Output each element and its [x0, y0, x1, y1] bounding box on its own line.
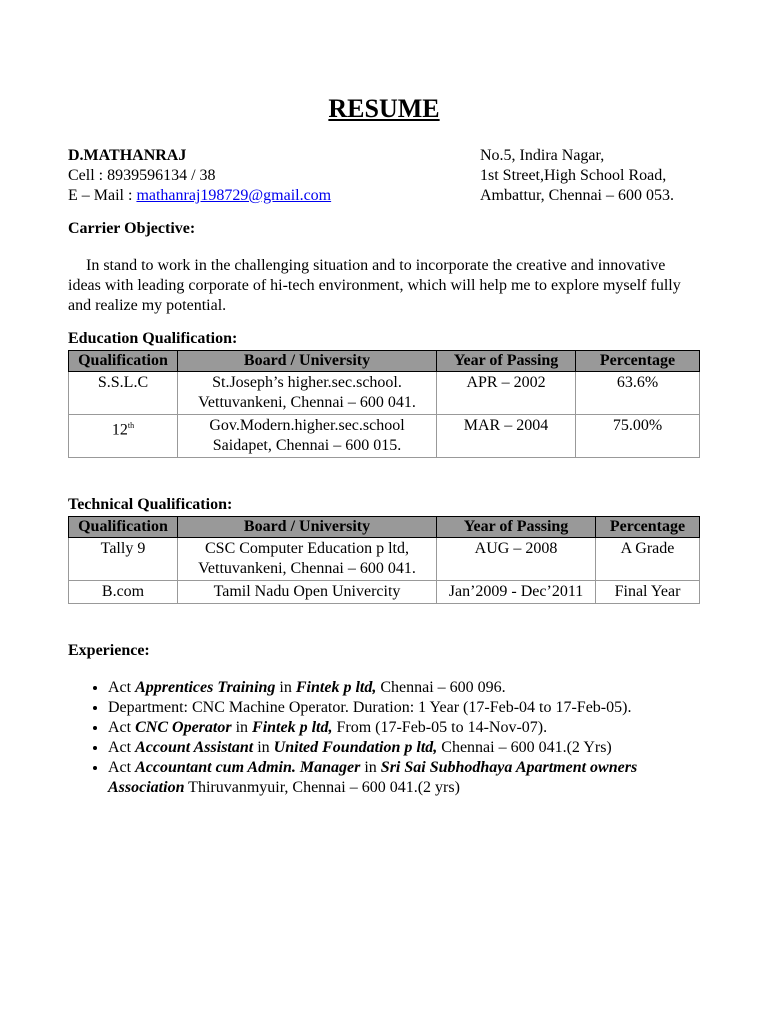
name: D.MATHANRAJ: [68, 147, 187, 164]
experience-item: • Act Apprentices Training in Fintek p ltd, Chennai – 600 096.: [108, 678, 700, 698]
technical-table: Qualification Board / University Year of Passing Percentage Tally 9 CSC Computer Education p ltd, Vettuvankeni, Chennai – 600 041. AUG – 2008 A Grade B.com Tamil Nadu Open Univercity Jan’2009 - Dec’2011 Final Year: [68, 516, 700, 604]
personal-info: [68, 146, 418, 206]
education-heading: Education Qualification:: [68, 330, 238, 347]
email-link[interactable]: mathanraj198729@gmail.com: [136, 187, 332, 204]
experience-item: • Act Accountant cum Admin. Manager in Sri Sai Subhodhaya Apartment owners Association Thiruvanmyuir, Chennai – 600 041.(2 yrs): [108, 758, 700, 798]
experience-item: • Department: CNC Machine Operator. Duration: 1 Year (17-Feb-04 to 17-Feb-05).: [108, 698, 700, 718]
contact-header: [68, 146, 700, 206]
experience-list: [68, 678, 700, 798]
objective-heading: Carrier Objective:: [68, 220, 196, 237]
technical-row: Tally 9 CSC Computer Education p ltd, Vettuvankeni, Chennai – 600 041. AUG – 2008 A Grade: [69, 538, 700, 581]
address-info: No.5, Indira Nagar, 1st Street,High School Road, Ambattur, Chennai – 600 053.: [480, 147, 674, 204]
education-table: Qualification Board / University Year of Passing Percentage S.S.L.C St.Joseph’s higher.sec.school. Vettuvankeni, Chennai – 600 041. APR – 2002 63.6% 12th Gov.Modern.higher.sec.school Saidapet, Chennai – 600 015. MAR – 2004 75.00%: [68, 350, 700, 458]
experience-item: • Act Account Assistant in United Foundation p ltd, Chennai – 600 041.(2 Yrs): [108, 738, 700, 758]
resume-title: RESUME: [328, 94, 440, 123]
education-row: S.S.L.C St.Joseph’s higher.sec.school. Vettuvankeni, Chennai – 600 041. APR – 2002 63.6%: [69, 372, 700, 415]
email-container: E – Mail : mathanraj198729@gmail.com: [68, 187, 332, 204]
technical-row: B.com Tamil Nadu Open Univercity Jan’2009 - Dec’2011 Final Year: [69, 581, 700, 604]
technical-heading: Technical Qualification:: [68, 496, 233, 513]
objective-content: In stand to work in the challenging situation and to incorporate the creative and innovative ideas with leading corporate of hi-tech environment, which will help me to explore myself fully and realize my potential.: [68, 257, 681, 314]
education-row: 12th Gov.Modern.higher.sec.school Saidapet, Chennai – 600 015. MAR – 2004 75.00%: [69, 415, 700, 458]
cell: Cell : 8939596134 / 38: [68, 167, 216, 184]
experience-item: • Act CNC Operator in Fintek p ltd, From (17-Feb-05 to 14-Nov-07).: [108, 718, 700, 738]
experience-heading: Experience:: [68, 642, 150, 659]
